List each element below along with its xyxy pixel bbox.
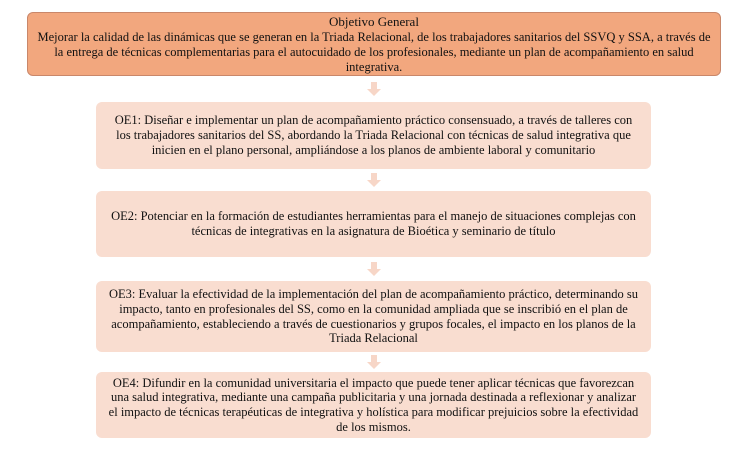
specific-objective-4-text: OE4: Difundir en la comunidad universitaria el impacto que puede tener aplicar técnicas que favorezcan una salud integrativa, mediante una campaña publicitaria y una jornada destinada a reflexionar y analizar el impacto de técnicas terapéuticas de integrativa y holística para modificar prejuicios sobre la efectividad de los mismos. <box>108 375 639 434</box>
general-objective-title: Objetivo General <box>329 13 419 29</box>
specific-objective-1-box <box>96 102 651 169</box>
down-arrow-icon <box>367 173 381 187</box>
general-objective-box <box>27 12 721 76</box>
down-arrow-icon <box>367 262 381 276</box>
specific-objective-3-text: OE3: Evaluar la efectividad de la implementación del plan de acompañamiento práctico, determinando su impacto, tanto en profesionales del SS, como en la comunidad ampliada que se inscribió en el plan de acompañamiento, estableciendo a través de cuestionarios y grupos focales, el impacto en los planos de la Triada Relacional <box>109 287 638 346</box>
specific-objective-1-text: OE1: Diseñar e implementar un plan de acompañamiento práctico consensuado, a través de talleres con los trabajadores sanitarios del SS, abordando la Triada Relacional con técnicas de salud integrativa que inicien en el plano personal, ampliándose a los planos de ambiente laboral y comunitario <box>114 113 633 157</box>
specific-objective-2-text: OE2: Potenciar en la formación de estudiantes herramientas para el manejo de situaciones complejas con técnicas de integrativas en la asignatura de Bioética y seminario de título <box>111 209 636 238</box>
general-objective-text: Mejorar la calidad de las dinámicas que se generan en la Triada Relacional, de los trabajadores sanitarios del SSVQ y SSA, a través de la entrega de técnicas complementarias para el autocuidado de los profesionales, mediante un plan de acompañamiento en salud integrativa. <box>37 30 711 74</box>
specific-objective-4-box <box>96 372 651 438</box>
down-arrow-icon <box>367 82 381 96</box>
specific-objective-2-box <box>96 191 651 257</box>
specific-objective-3-box <box>96 281 651 352</box>
down-arrow-icon <box>367 355 381 369</box>
